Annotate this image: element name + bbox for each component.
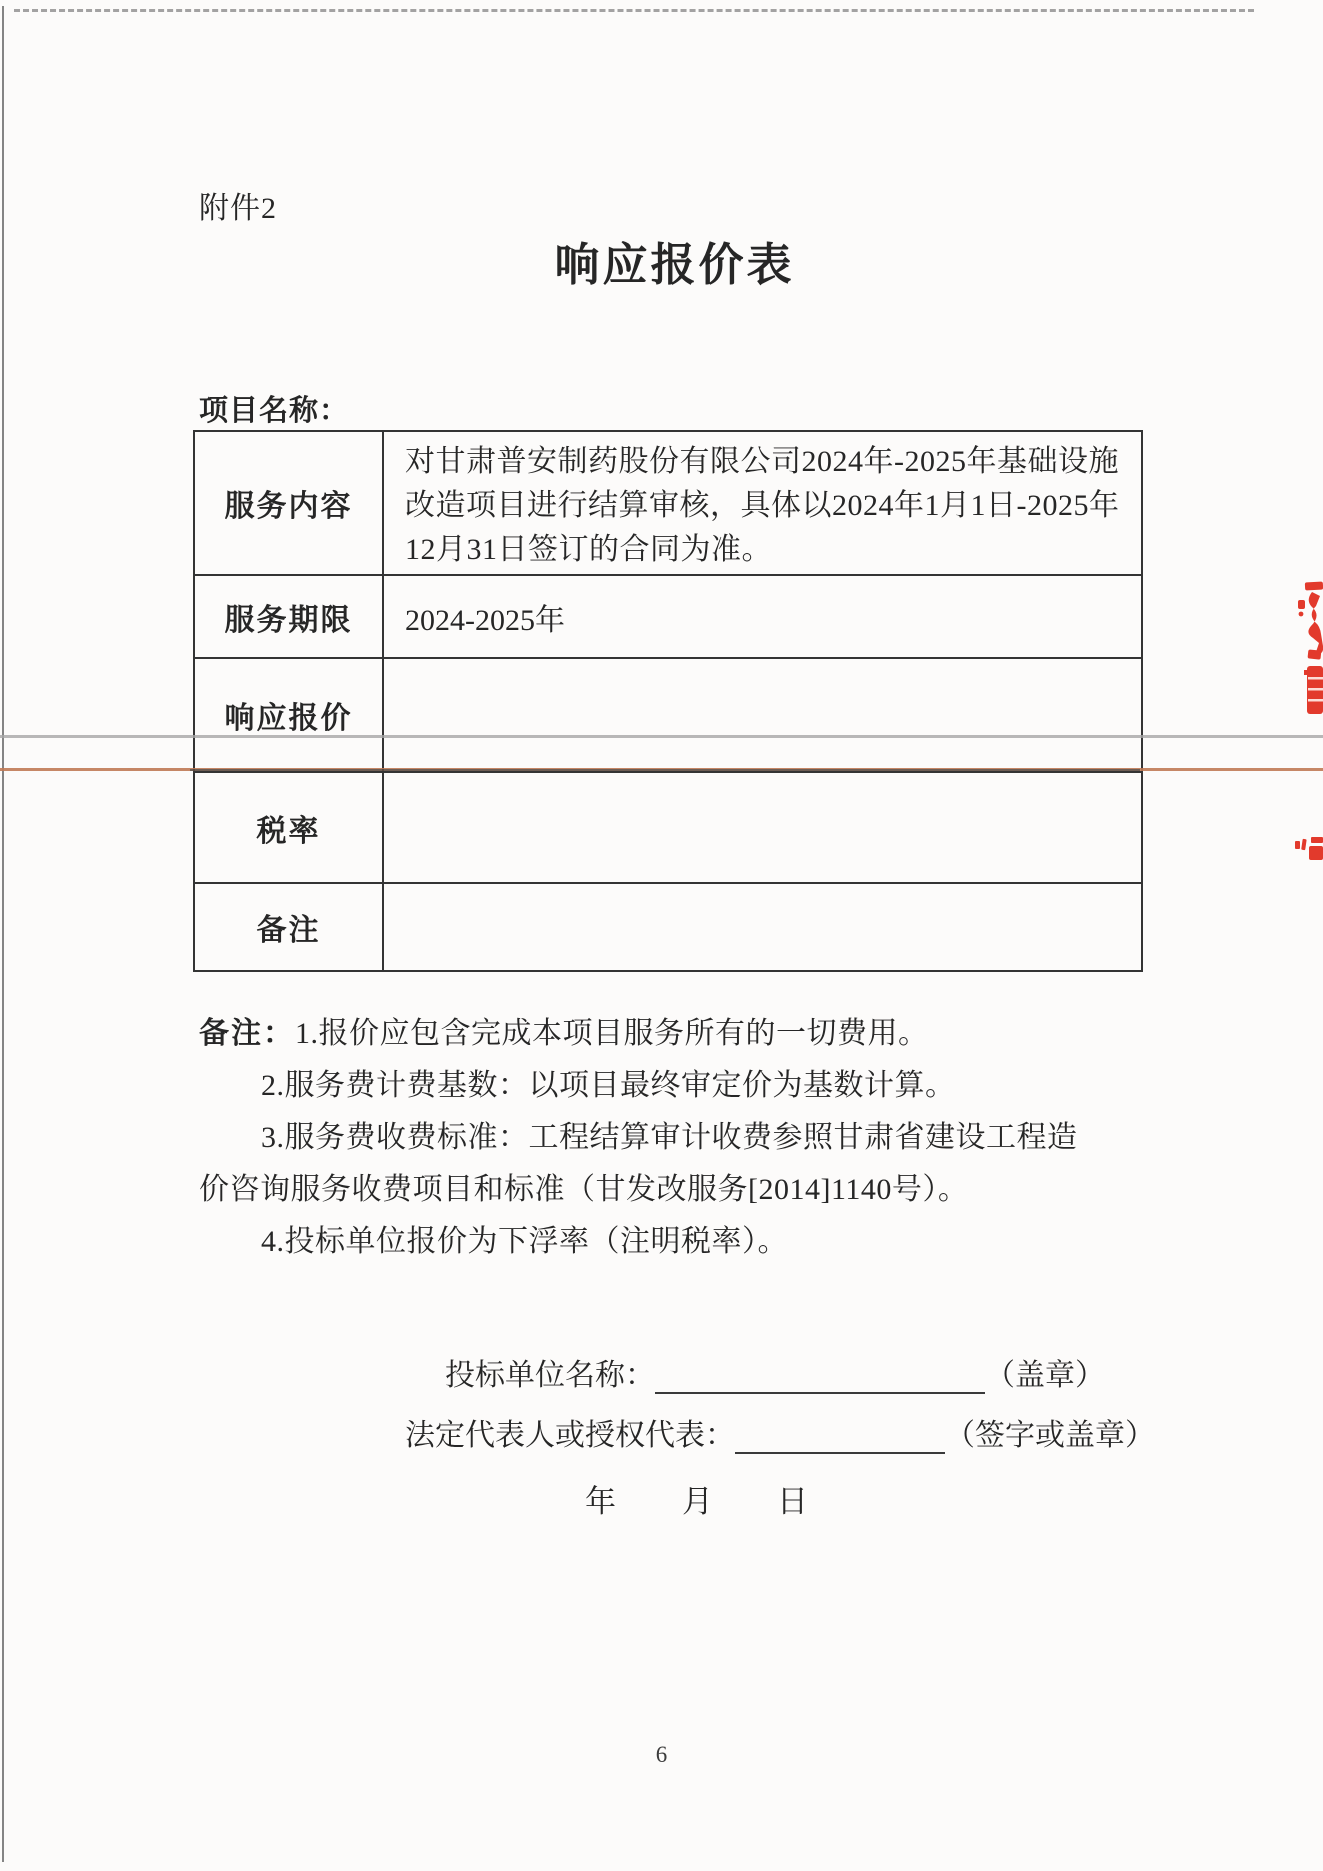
- month-label: 月: [682, 1484, 713, 1519]
- remarks-line-5: 4.投标单位报价为下浮率（注明税率）。: [261, 1225, 788, 1258]
- remarks-line-2: 2.服务费计费基数：以项目最终审定价为基数计算。: [261, 1069, 956, 1102]
- remarks-block: [199, 1008, 1189, 1268]
- quotation-table: [193, 430, 1143, 972]
- remarks-line-1: 备注：1.报价应包含完成本项目服务所有的一切费用。: [199, 1017, 929, 1050]
- table-row-service-period: [195, 576, 1141, 659]
- service-content-line: 12月31日签订的合同为准。: [405, 533, 772, 566]
- scan-artifact-orange-line: [0, 768, 1323, 771]
- scan-edge-line-top: [14, 9, 1254, 12]
- remarks-line-3: 3.服务费收费标准：工程结算审计收费参照甘肃省建设工程造: [261, 1121, 1078, 1154]
- row-content: [384, 432, 1141, 574]
- row-content: [384, 773, 1141, 882]
- bidder-name-label: 投标单位名称：: [445, 1359, 655, 1392]
- seal-fragment-icon: [1294, 834, 1323, 864]
- day-label: 日: [777, 1484, 808, 1519]
- row-content: [384, 884, 1141, 970]
- date-line: [585, 1476, 808, 1521]
- seal-fragment-icon: [1304, 664, 1323, 716]
- row-content: 2024-2025年: [405, 603, 565, 637]
- representative-label: 法定代表人或授权代表：: [405, 1419, 735, 1452]
- table-row-response-quote: [195, 659, 1141, 773]
- scan-edge-line-left: [2, 6, 4, 1862]
- row-label: 备注: [195, 884, 384, 970]
- representative-line: [405, 1410, 1155, 1454]
- project-name-label: 项目名称：: [199, 395, 350, 427]
- service-content-line: 改造项目进行结算审核，具体以2024年1月1日-2025年: [405, 489, 1120, 522]
- page-number: 6: [655, 1742, 668, 1767]
- row-label: 税率: [195, 773, 384, 882]
- attachment-label: 附件2: [199, 192, 277, 225]
- stamp-note: （盖章）: [985, 1359, 1105, 1392]
- row-label: 服务内容: [195, 432, 384, 574]
- sign-or-stamp-note: （签字或盖章）: [945, 1419, 1155, 1452]
- year-label: 年: [585, 1484, 616, 1519]
- scan-artifact-grey-line: [0, 735, 1323, 738]
- table-row-remarks: [195, 884, 1141, 970]
- document-title: 响应报价表: [554, 240, 795, 290]
- remarks-label: 备注：: [199, 1017, 295, 1050]
- row-content: [384, 659, 1141, 771]
- table-row-service-content: [195, 432, 1141, 576]
- bidder-name-line: [445, 1350, 1105, 1394]
- bidder-name-blank: [655, 1362, 985, 1394]
- row-label: 服务期限: [195, 576, 384, 657]
- row-label: 响应报价: [195, 659, 384, 771]
- seal-fragment-icon: [1298, 578, 1323, 670]
- representative-blank: [735, 1422, 945, 1454]
- table-row-tax-rate: [195, 773, 1141, 884]
- service-content-line: 对甘肃普安制药股份有限公司2024年-2025年基础设施: [405, 445, 1119, 478]
- remarks-line-4: 价咨询服务收费项目和标准（甘发改服务[2014]1140号）。: [199, 1173, 969, 1206]
